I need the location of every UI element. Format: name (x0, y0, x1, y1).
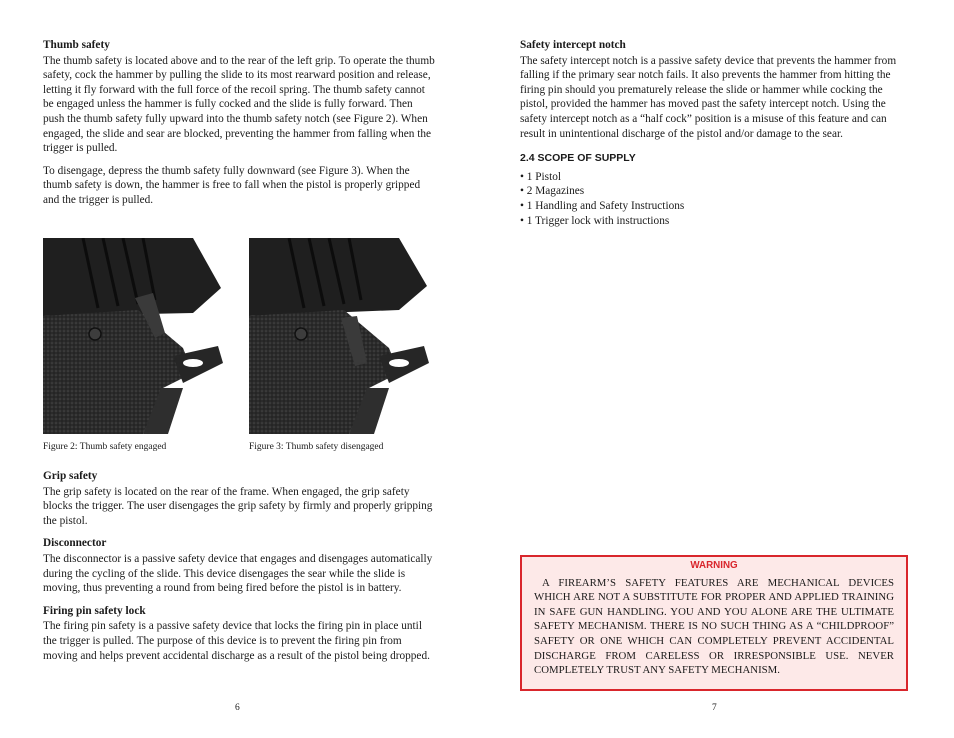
warning-body: A FIREARM’S SAFETY FEATURES ARE MECHANICAL DEVICES WHICH ARE NOT A SUBSTITUTE FOR PROPER AND APPLIED TRAINING IN SAFE GUN HANDLING. YOU AND YOU ALONE ARE THE ULTIMATE SAFETY MECHANISM. THERE IS NO SUCH THING AS A “CHILDPROOF” SAFETY OR ONE WHICH CAN COMPLETELY PREVENT ACCIDENTAL DISCHARGE FROM CARELESS OR IRRESPONSIBLE USE. NEVER COMPLETELY TRUST ANY SAFETY MECHANISM. (534, 576, 894, 677)
left-lower-sections (43, 469, 435, 671)
thumb-safety-heading: Thumb safety (43, 39, 110, 51)
right-page-content (520, 38, 910, 228)
warning-box (520, 555, 908, 691)
figure-2-caption: Figure 2: Thumb safety engaged (43, 442, 167, 452)
page-number-left: 6 (235, 703, 240, 713)
figure-3-photo-thumb-safety-disengaged (249, 238, 432, 434)
grip-safety-heading: Grip safety (43, 470, 98, 482)
list-item: • 2 Magazines (520, 185, 585, 198)
firing-pin-heading: Firing pin safety lock (43, 604, 146, 617)
thumb-safety-paragraph-2: To disengage, depress the thumb safety fully downward (see Figure 3). When the thumb safety is down, the hammer is free to fall when the pistol is properly gripped and the trigger is pulled. (43, 164, 421, 206)
figure-3-caption: Figure 3: Thumb safety disengaged (249, 442, 384, 452)
scope-of-supply-list (520, 170, 910, 228)
figure-2-photo-thumb-safety-engaged (43, 238, 226, 434)
page-number-right: 7 (712, 703, 717, 713)
list-item: • 1 Pistol (520, 170, 561, 183)
list-item: • 1 Trigger lock with instructions (520, 214, 670, 227)
firing-pin-body: The firing pin safety is a passive safety device that locks the firing pin in place until the trigger is pulled. The purpose of this device is to prevent the firing pin from moving and helps prevent accidental discharge as a result of the pistol being dropped. (43, 620, 430, 662)
disconnector-heading: Disconnector (43, 537, 107, 550)
grip-safety-body: The grip safety is located on the rear of the frame. When engaged, the grip safety blocks the trigger. The user disengages the grip safety by firmly and properly gripping the pistol. (43, 485, 433, 527)
intercept-notch-heading: Safety intercept notch (520, 39, 626, 51)
scope-of-supply-heading: 2.4 SCOPE OF SUPPLY (520, 152, 636, 165)
figure-row (43, 238, 435, 434)
thumb-safety-section (43, 38, 435, 216)
list-item: • 1 Handling and Safety Instructions (520, 199, 685, 212)
disconnector-body: The disconnector is a passive safety device that engages and disengages automatically during the cycling of the slide. This device disengages the sear while the slide is moving, thus preventing a round from being fired before the pistol is in battery. (43, 552, 433, 595)
intercept-notch-body: The safety intercept notch is a passive safety device that prevents the hammer from falling if the primary sear notch fails. It also prevents the hammer from hitting the firing pin should you prematurely release the slide or hammer while cocking the pistol, provided the hammer has moved past the safety intercept notch. Using the safety intercept notch as a “half cock” position is a misuse of this feature and can result in unintentional discharge of the pistol and/or damage to the sear. (520, 54, 897, 140)
thumb-safety-paragraph-1: The thumb safety is located above and to the rear of the left grip. To operate the thumb safety, cock the hammer by pulling the slide to its most rearward position and release, letting it fly forward with the full force of the recoil spring. The thumb safety cannot be engaged unless the hammer is fully cocked and the slide is fully forward. Then push the thumb safety fully upward into the thumb safety notch (see Figure 2). When engaged, the slide and sear are blocked, preventing the hammer from falling when the trigger is pulled. (43, 54, 435, 155)
warning-title: WARNING (690, 560, 738, 571)
